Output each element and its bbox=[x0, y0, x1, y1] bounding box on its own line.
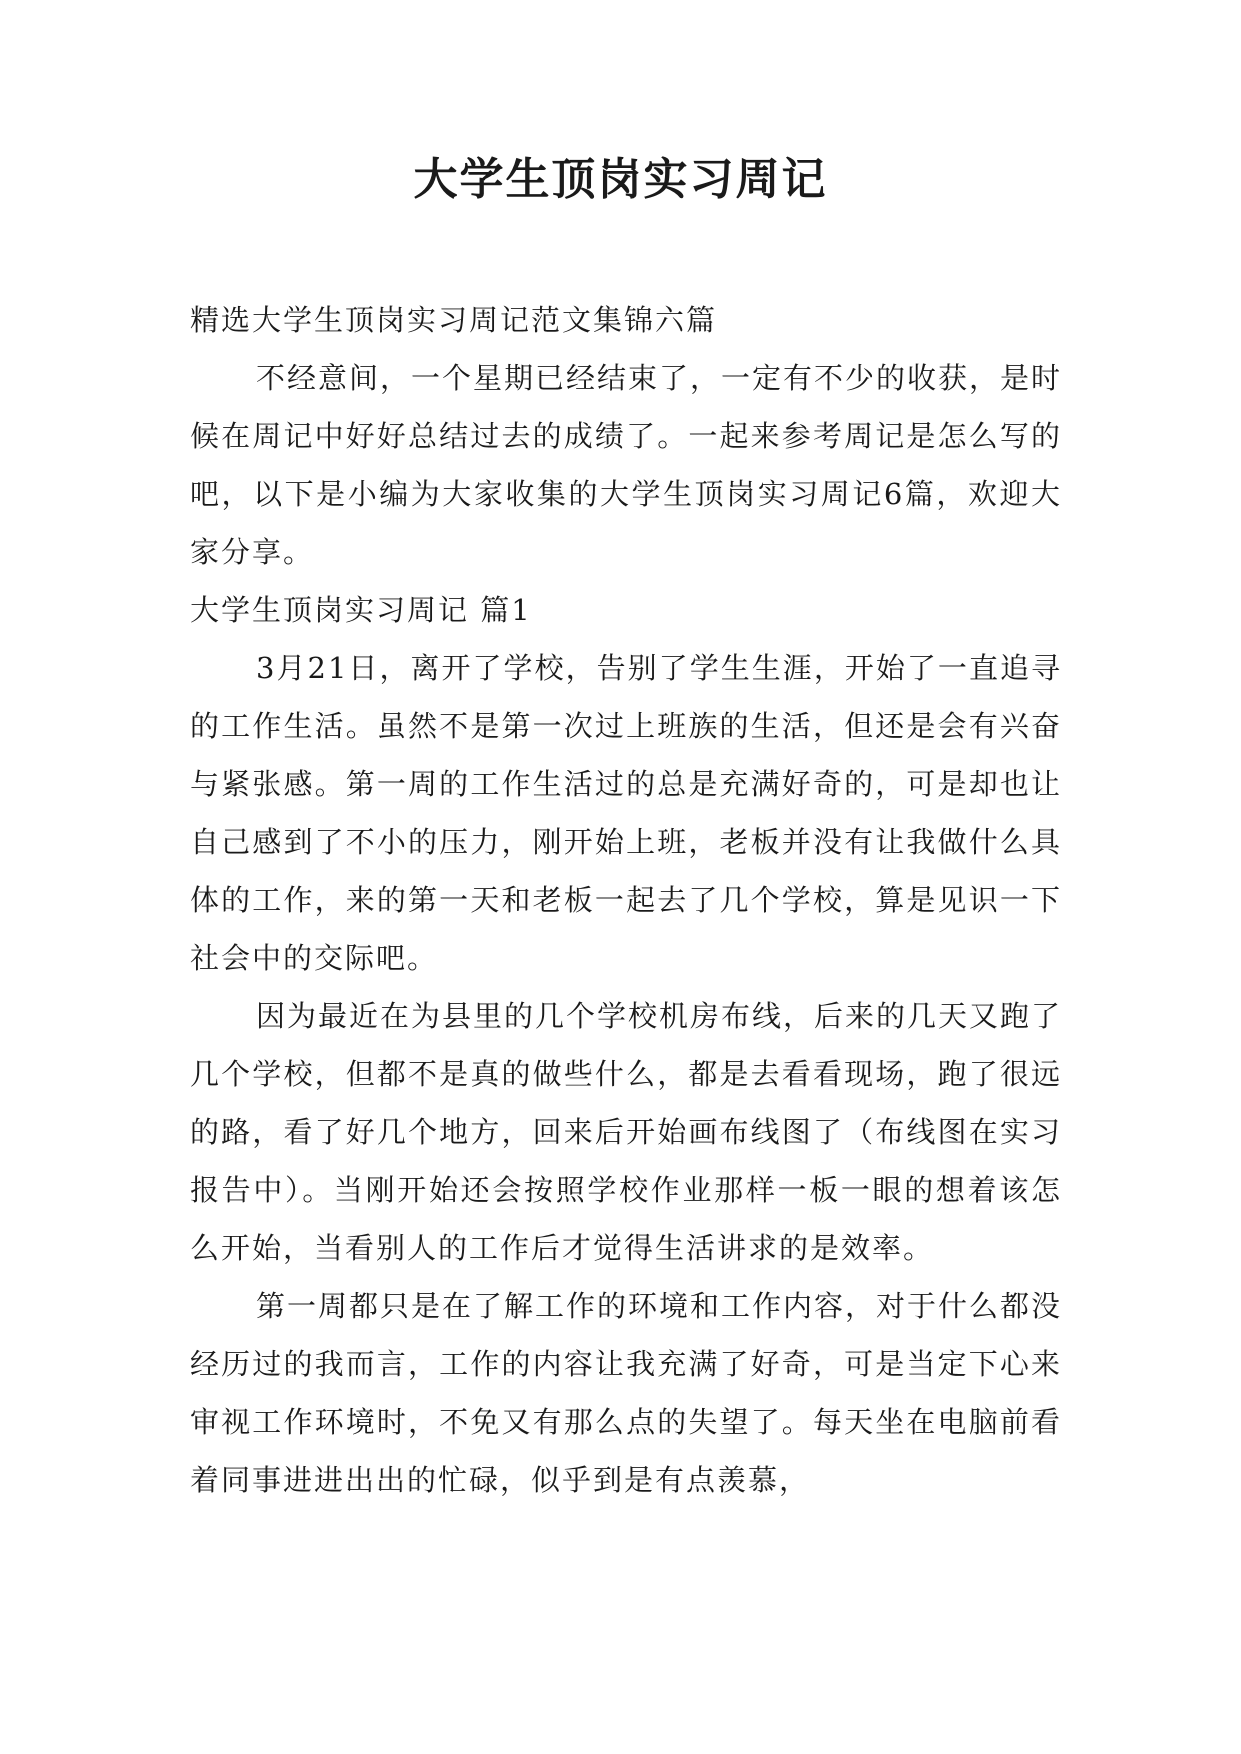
document-title: 大学生顶岗实习周记 bbox=[413, 154, 828, 205]
document-body bbox=[190, 291, 1062, 1509]
intro-paragraph: 不经意间，一个星期已经结束了，一定有不少的收获，是时候在周记中好好总结过去的成绩了。一起来参考周记是怎么写的吧，以下是小编为大家收集的大学生顶岗实习周记6篇，欢迎大家分享。 bbox=[190, 361, 1063, 569]
body-paragraph: 第一周都只是在了解工作的环境和工作内容，对于什么都没经历过的我而言，工作的内容让我充满了好奇，可是当定下心来审视工作环境时，不免又有那么点的失望了。每天坐在电脑前看着同事进进出出的忙碌，似乎到是有点羡慕， bbox=[190, 1289, 1063, 1497]
body-paragraph: 3月21日，离开了学校，告别了学生生涯，开始了一直追寻的工作生活。虽然不是第一次过上班族的生活，但还是会有兴奋与紧张感。第一周的工作生活过的总是充满好奇的，可是却也让自己感到了不小的压力，刚开始上班，老板并没有让我做什么具体的工作，来的第一天和老板一起去了几个学校，算是见识一下社会中的交际吧。 bbox=[190, 651, 1062, 975]
section-heading: 大学生顶岗实习周记 篇1 bbox=[190, 593, 532, 627]
document-subtitle: 精选大学生顶岗实习周记范文集锦六篇 bbox=[190, 303, 718, 337]
body-paragraph: 因为最近在为县里的几个学校机房布线，后来的几天又跑了几个学校，但都不是真的做些什么，都是去看看现场，跑了很远的路，看了好几个地方，回来后开始画布线图了（布线图在实习报告中）。当刚开始还会按照学校作业那样一板一眼的想着该怎么开始，当看别人的工作后才觉得生活讲求的是效率。 bbox=[190, 999, 1063, 1265]
